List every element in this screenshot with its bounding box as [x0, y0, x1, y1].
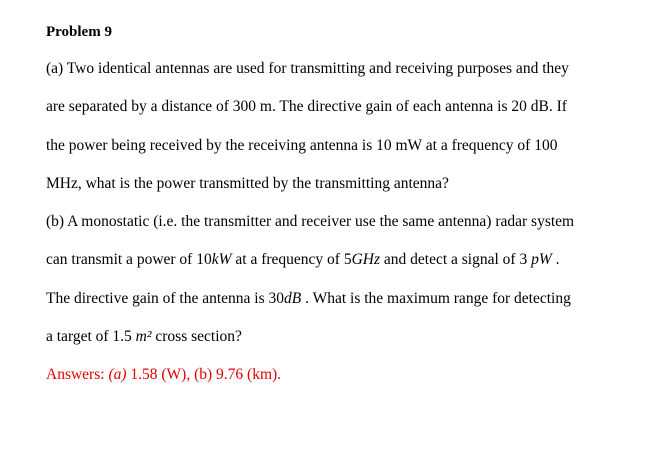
- part-b-line-3: [46, 289, 646, 309]
- part-b-line-2: [46, 250, 646, 270]
- part-b-line-3-text-1: The directive gain of the antenna is 30: [46, 289, 285, 307]
- part-b-line-4-text-2: cross section?: [151, 328, 242, 346]
- part-a-line-1: (a) Two identical antennas are used for transmitting and receiving purposes and they: [46, 60, 569, 77]
- frequency-unit-ghz: GHz: [351, 251, 381, 269]
- area-unit-m2: m²: [135, 328, 152, 346]
- part-a-line-2: are separated by a distance of 300 m. The directive gain of each antenna is 20 dB. If: [46, 98, 567, 116]
- part-b-line-2-text-2: at a frequency of 5: [231, 251, 352, 269]
- part-b-line-2-text-4: .: [551, 251, 560, 269]
- gain-unit-db: dB: [284, 289, 302, 307]
- problem-title: Problem 9: [46, 24, 112, 40]
- answers-label: Answers:: [46, 366, 109, 384]
- part-b-line-2-text-1: can transmit a power of 10: [46, 251, 212, 269]
- part-b-line-3-text-2: . What is the maximum range for detecting: [301, 289, 571, 307]
- answers-line: [46, 365, 646, 385]
- part-b-line-4: [46, 327, 646, 347]
- power-unit-kw: kW: [211, 251, 232, 269]
- answer-values: 1.58 (W), (b) 9.76 (km).: [126, 366, 282, 384]
- part-b-line-2-text-3: and detect a signal of 3: [380, 251, 532, 269]
- answer-a-tag: (a): [108, 366, 127, 384]
- part-b-line-1: (b) A monostatic (i.e. the transmitter and receiver use the same antenna) radar system: [46, 213, 575, 231]
- part-a-line-4: MHz, what is the power transmitted by the transmitting antenna?: [46, 174, 449, 192]
- part-a-line-3: the power being received by the receiving antenna is 10 mW at a frequency of 100: [46, 136, 558, 154]
- signal-unit-pw: pW: [531, 251, 552, 269]
- problem-document: [46, 22, 646, 404]
- part-b-line-4-text-1: a target of 1.5: [46, 328, 136, 346]
